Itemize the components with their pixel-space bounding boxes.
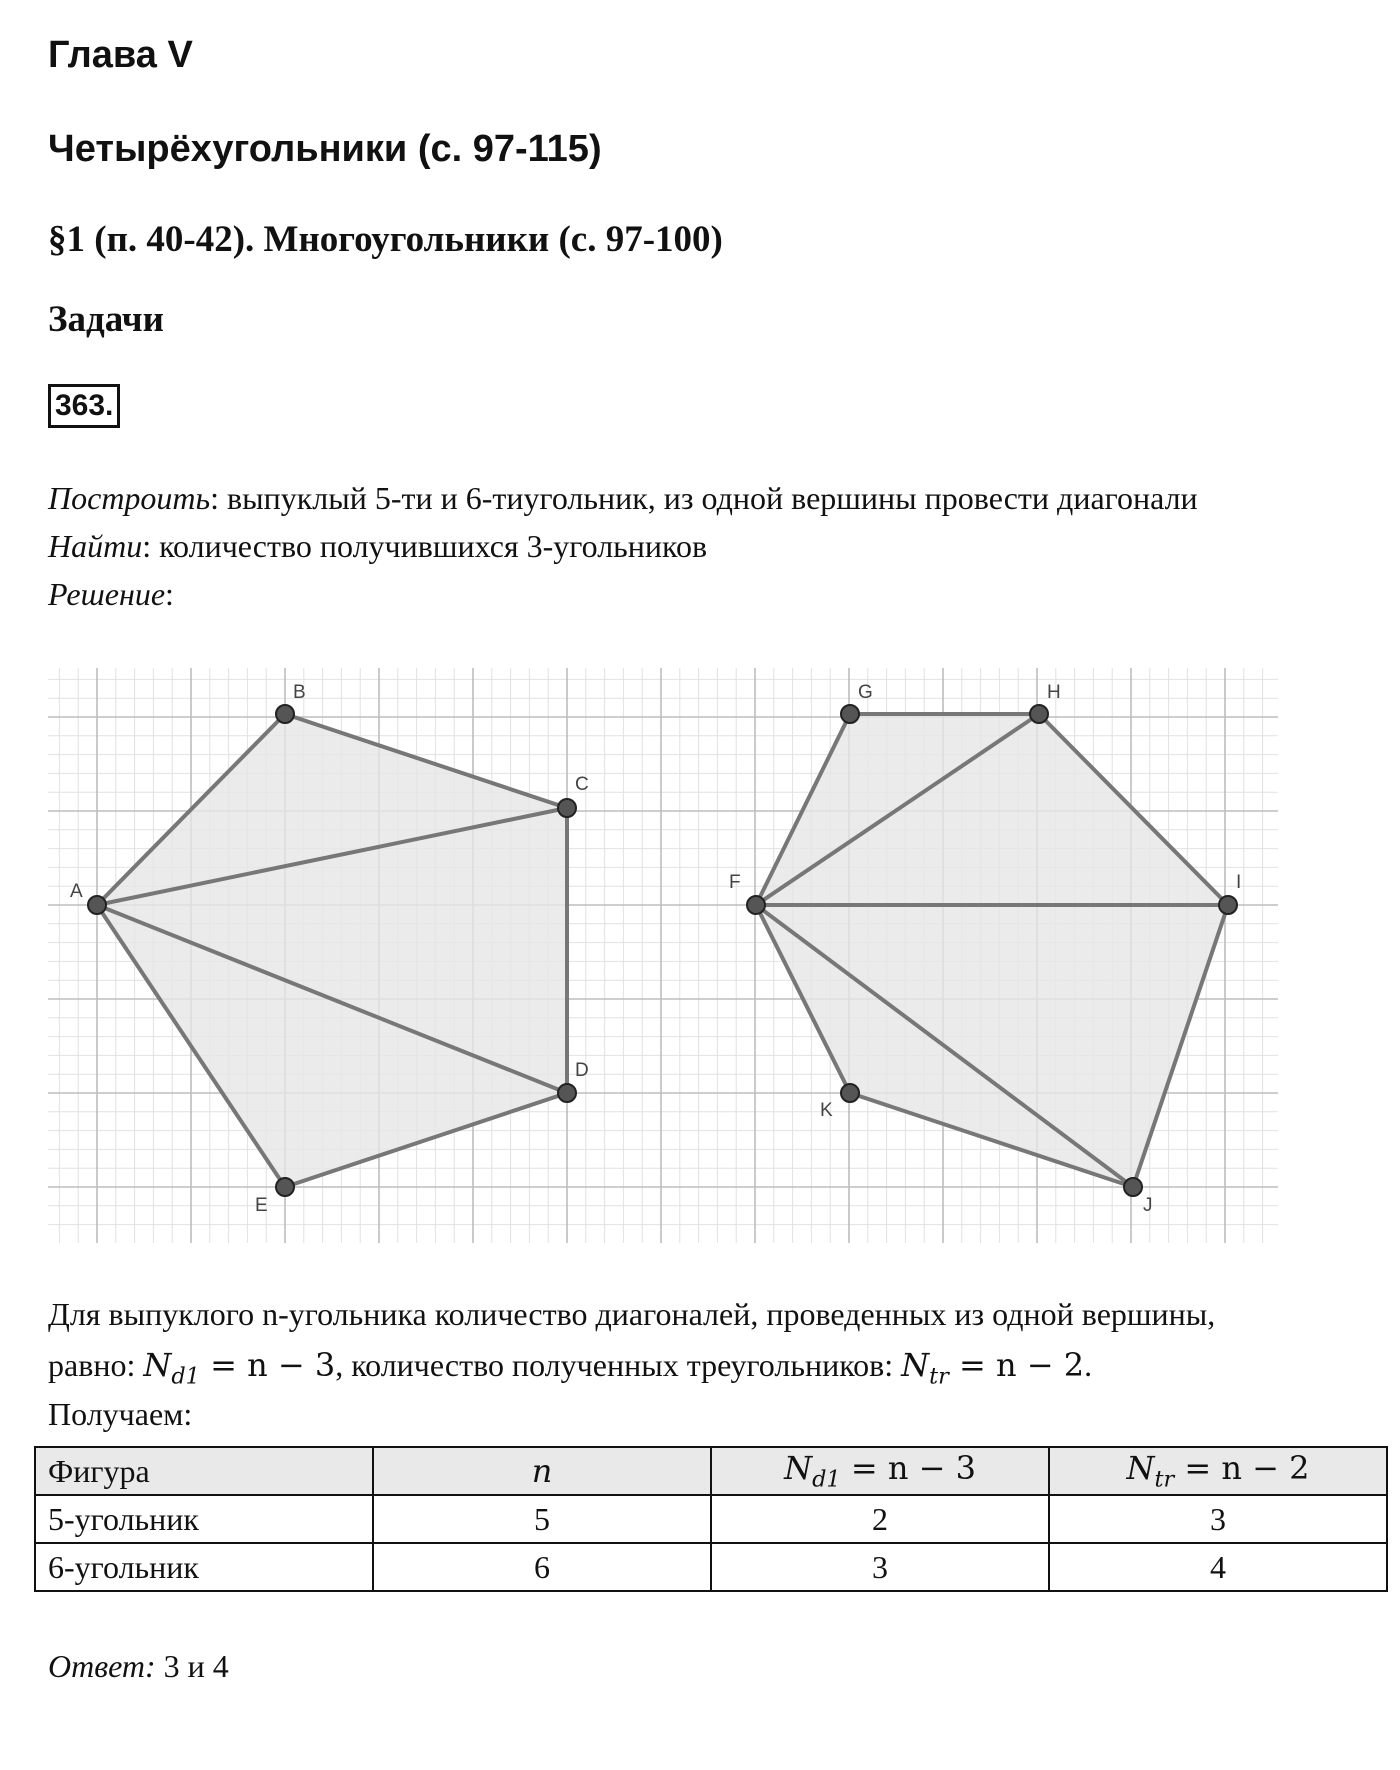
formula-ntr-sub: tr (929, 1363, 949, 1390)
results-table (34, 1446, 1388, 1592)
explanation-line-1: Для выпуклого n-угольника количество диагоналей, проведенных из одной вершины, (48, 1296, 1216, 1332)
formula-nd1-rhs: = n − 3 (199, 1346, 336, 1384)
vertex-f (747, 896, 765, 914)
vertex-g (841, 705, 859, 723)
table-row (35, 1495, 1387, 1543)
chapter-title: Глава V (48, 34, 193, 76)
cell-ntr: 3 (1049, 1495, 1387, 1543)
solution-text: : (165, 576, 174, 612)
cell-n: 5 (373, 1495, 711, 1543)
polygons-figure (48, 668, 1278, 1243)
formula-nd1-sub: d1 (171, 1363, 200, 1390)
header-ntr-rhs: = n − 2 (1174, 1449, 1310, 1488)
label-b: B (293, 682, 306, 703)
cell-ntr: 4 (1049, 1543, 1387, 1591)
header-nd1-rhs: = n − 3 (840, 1449, 976, 1488)
vertex-c (558, 799, 576, 817)
cell-nd1: 3 (711, 1543, 1049, 1591)
find-text: : количество получившихся 3-угольников (142, 528, 708, 564)
header-n: n (373, 1447, 711, 1495)
vertex-h (1030, 705, 1048, 723)
answer-text: 3 и 4 (155, 1648, 229, 1684)
explanation-line-2 (48, 1346, 1092, 1389)
header-ntr-symbol: N (1126, 1449, 1155, 1488)
vertex-b (276, 705, 294, 723)
header-ntr (1049, 1447, 1387, 1495)
solution-line (48, 576, 174, 613)
explanation-middle: , количество полученных треугольников: (335, 1347, 902, 1383)
cell-nd1: 2 (711, 1495, 1049, 1543)
vertex-k (841, 1084, 859, 1102)
vertex-e (276, 1178, 294, 1196)
answer-label: Ответ: (48, 1648, 156, 1684)
answer-line (48, 1648, 229, 1685)
header-nd1-symbol: N (784, 1449, 813, 1488)
table-header-row (35, 1447, 1387, 1495)
label-i: I (1236, 872, 1242, 893)
label-a: A (70, 881, 83, 902)
find-line (48, 528, 707, 565)
label-k: K (820, 1100, 833, 1121)
label-g: G (858, 682, 873, 703)
cell-figure: 6-угольник (35, 1543, 373, 1591)
vertex-d (558, 1084, 576, 1102)
label-h: H (1047, 682, 1061, 703)
cell-n: 6 (373, 1543, 711, 1591)
table-row (35, 1543, 1387, 1591)
label-f: F (729, 872, 741, 893)
solution-label: Решение (48, 576, 166, 612)
header-figure: Фигура (35, 1447, 373, 1495)
find-label: Найти (48, 528, 143, 564)
vertex-j (1124, 1178, 1142, 1196)
label-e: E (255, 1195, 268, 1216)
formula-ntr-symbol: N (901, 1346, 930, 1384)
tasks-heading: Задачи (48, 299, 164, 340)
given-line (48, 480, 1198, 517)
header-nd1-sub: d1 (812, 1466, 841, 1493)
problem-number: 363. (48, 384, 120, 428)
vertex-a (88, 896, 106, 914)
label-c: C (575, 774, 589, 795)
given-label: Построить (48, 480, 211, 516)
topic-title: Четырёхугольники (с. 97-115) (48, 128, 602, 170)
formula-nd1-symbol: N (143, 1346, 172, 1384)
formula-ntr-rhs: = n − 2 (948, 1346, 1085, 1384)
header-nd1 (711, 1447, 1049, 1495)
explanation-prefix: равно: (48, 1347, 144, 1383)
pentagon-fill (97, 714, 567, 1187)
header-ntr-sub: tr (1154, 1466, 1175, 1493)
explanation-suffix: . (1084, 1347, 1093, 1383)
section-title: §1 (п. 40-42). Многоугольники (с. 97-100) (48, 219, 723, 260)
label-j: J (1143, 1195, 1153, 1216)
hexagon (729, 682, 1241, 1216)
vertex-i (1219, 896, 1237, 914)
cell-figure: 5-угольник (35, 1495, 373, 1543)
given-text: : выпуклый 5-ти и 6-тиугольник, из одной вершины провести диагонали (210, 480, 1198, 516)
explanation-line-3: Получаем: (48, 1396, 193, 1432)
label-d: D (575, 1060, 589, 1081)
